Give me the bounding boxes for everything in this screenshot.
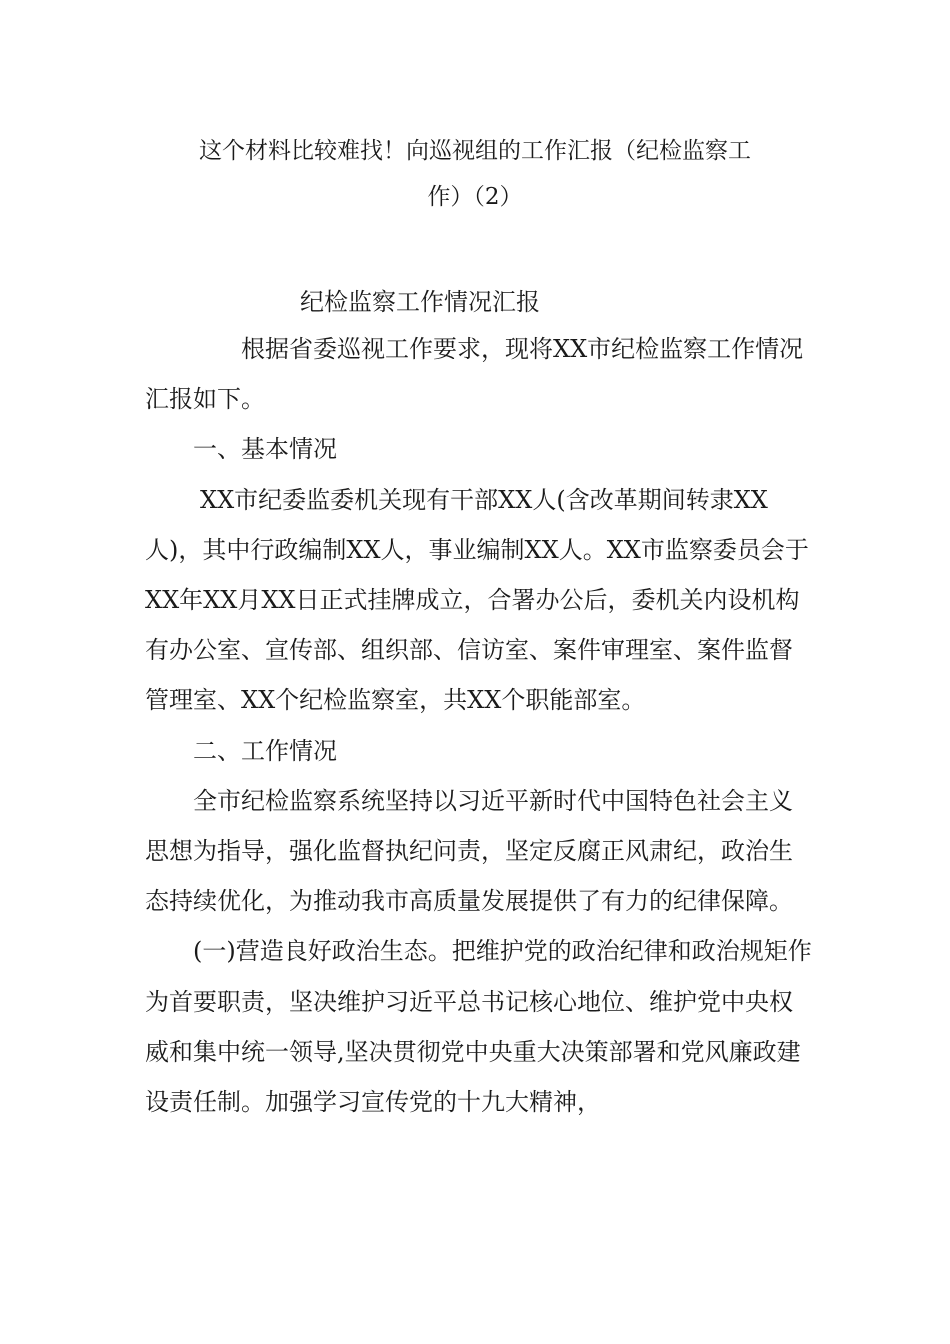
section-heading-basic: 一、基本情况 [193, 435, 337, 464]
section-heading-work: 二、工作情况 [193, 736, 337, 765]
title-line-1: 这个材料比较难找！向巡视组的工作汇报（纪检监察工 [199, 138, 751, 164]
document-title [140, 128, 810, 220]
document-body [145, 324, 815, 1127]
subsection-political-ecology: (一)营造良好政治生态。把维护党的政治纪律和政治规矩作为首要职责，坚决维护习近平总书记核心地位、维护党中央权威和集中统一领导,坚决贯彻党中央重大决策部署和党风廉政建设责任制。加强学习宣传党的十九大精神， [145, 937, 812, 1117]
work-situation-paragraph: 全市纪检监察系统坚持以习近平新时代中国特色社会主义思想为指导，强化监督执纪问责，坚定反腐正风肃纪，政治生态持续优化，为推动我市高质量发展提供了有力的纪律保障。 [145, 786, 793, 916]
title-line-2: 作）（2） [427, 184, 523, 210]
intro-paragraph: 根据省委巡视工作要求，现将XX市纪检监察工作情况汇报如下。 [145, 335, 804, 414]
report-subtitle: 纪检监察工作情况汇报 [300, 288, 540, 316]
basic-situation-paragraph: XX市纪委监委机关现有干部XX人(含改革期间转隶XX人)，其中行政编制XX人，事业编制XX人。XX市监察委员会于XX年XX月XX日正式挂牌成立，合署办公后，委机关内设机构有办公室、宣传部、组织部、信访室、案件审理室、案件监督管理室、XX个纪检监察室，共XX个职能部室。 [145, 485, 809, 715]
